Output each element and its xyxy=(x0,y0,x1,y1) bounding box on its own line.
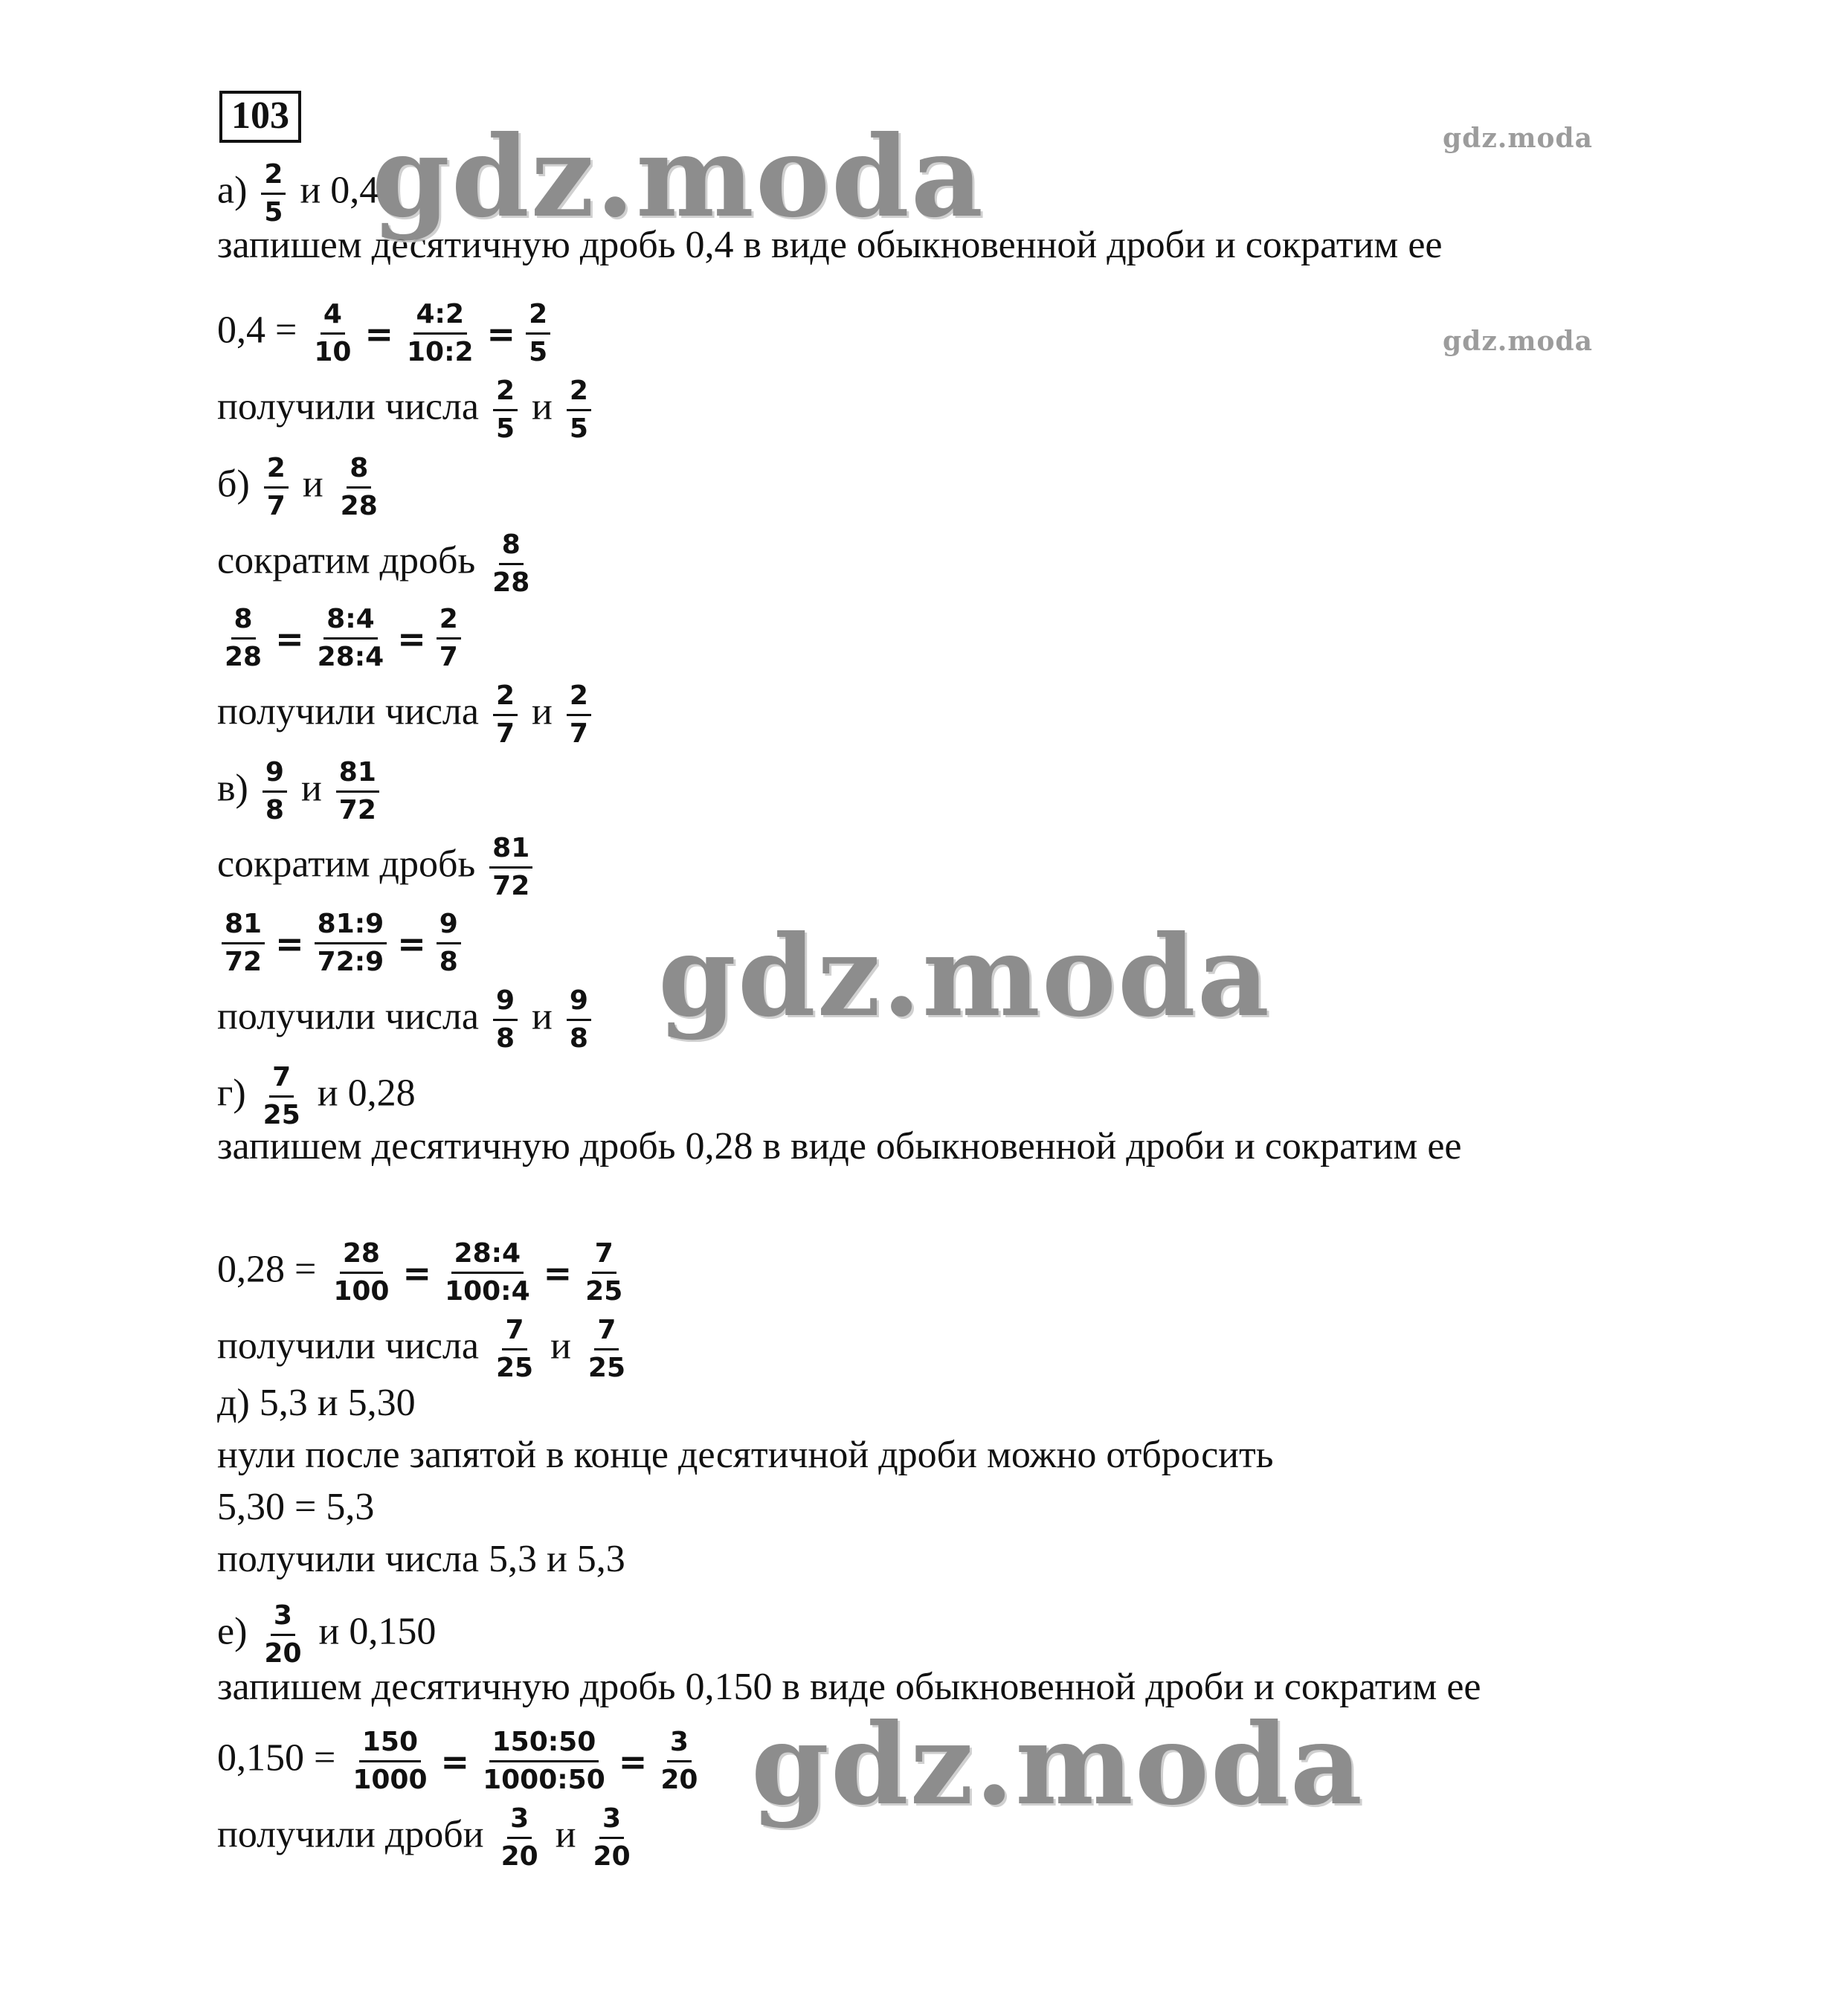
part-v-text: сократим дробь $\frac{81}{72}$ xyxy=(217,833,537,902)
part-b-title: б) $\frac{2}{7}$ и $\frac{8}{28}$ xyxy=(217,453,385,522)
part-d-equation: 5,30 = 5,3 xyxy=(217,1486,375,1528)
part-d-text: нули после запятой в конце десятичной дроби можно отбросить xyxy=(217,1434,1274,1476)
part-v-equation: $\frac{81}{72}$ = $\frac{81:9}{72:9}$ = $\frac{9}{8}$ xyxy=(217,909,466,978)
fraction: $\frac{3}{20}$ xyxy=(593,1803,631,1872)
part-g-result: получили числа $\frac{7}{25}$ и $\frac{7}{25}$ xyxy=(217,1315,633,1384)
fraction: $\frac{81:9}{72:9}$ xyxy=(315,909,387,978)
fraction: $\frac{4}{10}$ xyxy=(314,299,352,367)
fraction: $\frac{7}{25}$ xyxy=(263,1062,300,1130)
part-v-result: получили числа $\frac{9}{8}$ и $\frac{9}{8}$ xyxy=(217,985,596,1054)
fraction: $\frac{3}{20}$ xyxy=(660,1727,698,1795)
part-a-text: запишем десятичную дробь 0,4 в виде обыкновенной дроби и сократим ее xyxy=(217,224,1443,266)
part-g-equation: 0,28 = $\frac{28}{100}$ = $\frac{28:4}{100:4}$ = $\frac{7}{25}$ xyxy=(217,1238,630,1307)
fraction: $\frac{150:50}{1000:50}$ xyxy=(483,1727,605,1795)
fraction: $\frac{2}{7}$ xyxy=(437,604,461,673)
part-b-equation: $\frac{8}{28}$ = $\frac{8:4}{28:4}$ = $\frac{2}{7}$ xyxy=(217,604,466,673)
fraction: $\frac{2}{5}$ xyxy=(567,376,591,445)
watermark-large: gdz.moda xyxy=(658,911,1272,1042)
part-b-text: сократим дробь $\frac{8}{28}$ xyxy=(217,529,537,599)
fraction: $\frac{8}{28}$ xyxy=(492,529,530,598)
watermark-small: gdz.moda xyxy=(1443,123,1593,154)
fraction: $\frac{8}{28}$ xyxy=(225,604,263,672)
fraction: $\frac{8}{28}$ xyxy=(340,453,378,521)
part-d-result: получили числа 5,3 и 5,3 xyxy=(217,1538,625,1580)
fraction: $\frac{81}{72}$ xyxy=(336,757,379,826)
fraction: $\frac{3}{20}$ xyxy=(500,1803,538,1872)
fraction: $\frac{8:4}{28:4}$ xyxy=(317,604,384,672)
fraction: $\frac{4:2}{10:2}$ xyxy=(406,299,474,367)
fraction: $\frac{28:4}{100:4}$ xyxy=(445,1238,530,1307)
fraction: $\frac{7}{25}$ xyxy=(495,1315,534,1383)
fraction: $\frac{2}{5}$ xyxy=(526,299,550,368)
fraction: $\frac{9}{8}$ xyxy=(493,985,518,1054)
fraction: $\frac{7}{25}$ xyxy=(585,1238,623,1307)
problem-number: 103 xyxy=(219,91,301,143)
fraction: $\frac{28}{100}$ xyxy=(333,1238,390,1307)
fraction: $\frac{2}{7}$ xyxy=(567,680,591,750)
fraction: $\frac{2}{5}$ xyxy=(261,159,286,228)
part-b-result: получили числа $\frac{2}{7}$ и $\frac{2}{7}$ xyxy=(217,680,596,750)
part-e-equation: 0,150 = $\frac{150}{1000}$ = $\frac{150:50}{1000:50}$ = $\frac{3}{20}$ xyxy=(217,1727,705,1796)
part-e-title: е) $\frac{3}{20}$ и 0,150 xyxy=(217,1600,437,1669)
part-g-text: запишем десятичную дробь 0,28 в виде обыкновенной дроби и сократим ее xyxy=(217,1125,1462,1168)
part-e-text: запишем десятичную дробь 0,150 в виде обыкновенной дроби и сократим ее xyxy=(217,1666,1481,1708)
watermark-large: gdz.moda xyxy=(372,112,985,242)
part-a-title: а) $\frac{2}{5}$ и 0,4 xyxy=(217,159,379,228)
fraction: $\frac{2}{7}$ xyxy=(493,680,518,750)
fraction: $\frac{3}{20}$ xyxy=(264,1600,302,1669)
part-a-equation: 0,4 = $\frac{4}{10}$ = $\frac{4:2}{10:2}$ = $\frac{2}{5}$ xyxy=(217,299,555,368)
fraction: $\frac{81}{72}$ xyxy=(222,909,265,978)
fraction: $\frac{81}{72}$ xyxy=(489,833,532,902)
watermark-large: gdz.moda xyxy=(751,1699,1365,1830)
part-e-result: получили дроби $\frac{3}{20}$ и $\frac{3}{20}$ xyxy=(217,1803,638,1872)
fraction: $\frac{9}{8}$ xyxy=(567,985,591,1054)
part-a-result: получили числа $\frac{2}{5}$ и $\frac{2}{5}$ xyxy=(217,376,596,445)
part-a-label: а) xyxy=(217,169,248,212)
fraction: $\frac{150}{1000}$ xyxy=(352,1727,428,1795)
fraction: $\frac{7}{25}$ xyxy=(587,1315,625,1383)
part-v-title: в) $\frac{9}{8}$ и $\frac{81}{72}$ xyxy=(217,757,384,826)
fraction: $\frac{9}{8}$ xyxy=(437,909,461,978)
fraction: $\frac{2}{7}$ xyxy=(264,453,289,522)
fraction: $\frac{9}{8}$ xyxy=(263,757,287,826)
part-g-title: г) $\frac{7}{25}$ и 0,28 xyxy=(217,1062,416,1130)
part-d-title: д) 5,3 и 5,30 xyxy=(217,1382,416,1424)
watermark-small: gdz.moda xyxy=(1443,326,1593,357)
fraction: $\frac{2}{5}$ xyxy=(493,376,518,445)
